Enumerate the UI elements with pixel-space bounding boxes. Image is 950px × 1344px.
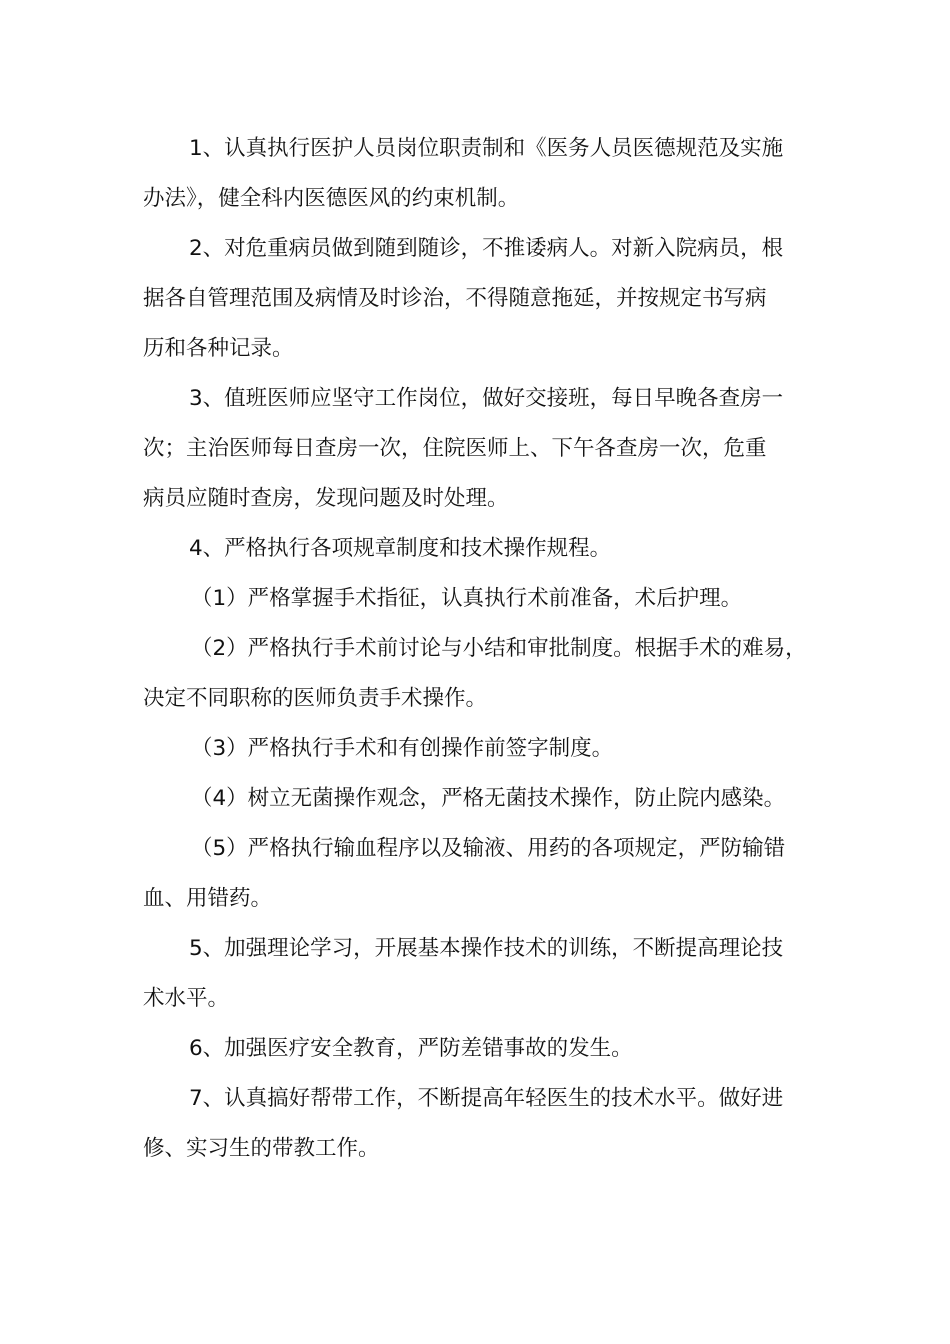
document-body bbox=[143, 124, 833, 1174]
subitem-4-line-1: （4）树立无菌操作观念，严格无菌技术操作，防止院内感染。 bbox=[191, 786, 786, 811]
paragraph-2-line-3: 历和各种记录。 bbox=[143, 336, 294, 361]
paragraph-4-heading: 4、严格执行各项规章制度和技术操作规程。 bbox=[189, 536, 612, 561]
paragraph-3-line-3: 病员应随时查房，发现问题及时处理。 bbox=[143, 486, 509, 511]
paragraph-6-line-1: 6、加强医疗安全教育，严防差错事故的发生。 bbox=[189, 1036, 633, 1061]
paragraph-7-line-1: 7、认真搞好帮带工作，不断提高年轻医生的技术水平。做好进 bbox=[189, 1086, 784, 1111]
paragraph-5-line-2: 术水平。 bbox=[143, 986, 230, 1011]
subitem-1-line-1: （1）严格掌握手术指征，认真执行术前准备，术后护理。 bbox=[191, 586, 743, 611]
paragraph-2-line-2: 据各自管理范围及病情及时诊治，不得随意拖延，并按规定书写病 bbox=[143, 286, 767, 311]
paragraph-7-line-2: 修、实习生的带教工作。 bbox=[143, 1136, 380, 1161]
subitem-5-line-1: （5）严格执行输血程序以及输液、用药的各项规定，严防输错 bbox=[191, 836, 786, 861]
paragraph-3-line-2: 次；主治医师每日查房一次，住院医师上、下午各查房一次，危重 bbox=[143, 436, 767, 461]
subitem-2-line-1: （2）严格执行手术前讨论与小结和审批制度。根据手术的难易， bbox=[191, 636, 807, 661]
subitem-3-line-1: （3）严格执行手术和有创操作前签字制度。 bbox=[191, 736, 614, 761]
subitem-5-line-2: 血、用错药。 bbox=[143, 886, 273, 911]
paragraph-1-line-1: 1、认真执行医护人员岗位职责制和《医务人员医德规范及实施 bbox=[189, 136, 784, 161]
paragraph-3-line-1: 3、值班医师应坚守工作岗位，做好交接班，每日早晚各查房一 bbox=[189, 386, 784, 411]
paragraph-2-line-1: 2、对危重病员做到随到随诊，不推诿病人。对新入院病员，根 bbox=[189, 236, 784, 261]
paragraph-5-line-1: 5、加强理论学习，开展基本操作技术的训练，不断提高理论技 bbox=[189, 936, 784, 961]
paragraph-1-line-2: 办法》，健全科内医德医风的约束机制。 bbox=[143, 186, 520, 211]
subitem-2-line-2: 决定不同职称的医师负责手术操作。 bbox=[143, 686, 488, 711]
